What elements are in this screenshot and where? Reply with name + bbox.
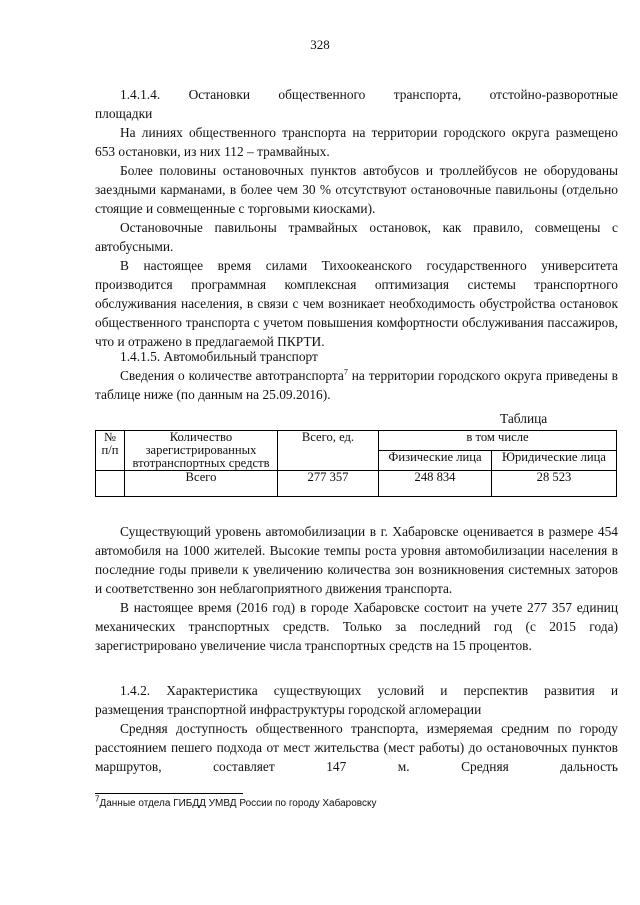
motorization-block bbox=[95, 522, 618, 655]
paragraph: В настоящее время силами Тихоокеанского государственного университета производится программная комплексная оптимизация системы транспортного обслуживания населения, в связи с чем возникает необходимость обустройства остановок общественного транспорта с учетом повышения комфортности обслуживания пассажиров, что и отражено в предлагаемой ПКРТИ. bbox=[95, 258, 618, 349]
intro-text: Сведения о количестве автотранспорта bbox=[120, 368, 344, 383]
section-heading: 1.4.1.4. Остановки общественного транспорта, отстойно-разворотные bbox=[120, 87, 618, 102]
cell-legal: 28 523 bbox=[492, 471, 617, 497]
header-num: № п/п bbox=[96, 431, 125, 471]
vehicles-table bbox=[95, 430, 617, 497]
cell-individuals: 248 834 bbox=[379, 471, 492, 497]
intro-text-continued: на территории городского округа приведены в таблице ниже (по данным на 25.09.2016). bbox=[95, 368, 618, 402]
paragraph: Остановочные павильоны трамвайных остановок, как правило, совмещены с автобусными. bbox=[95, 220, 618, 254]
table-row bbox=[96, 471, 617, 497]
footnote-reference[interactable]: 7 bbox=[343, 367, 348, 377]
cell-label: Всего bbox=[125, 471, 278, 497]
paragraph: Средняя доступность общественного транспорта, измеряемая средним по городу расстоянием пешего подхода от мест жительства (мест работы) до остановочных пунктов маршрутов, составляет 147 м. Средняя дальность bbox=[95, 721, 618, 774]
paragraph: В настоящее время (2016 год) в городе Хабаровске состоит на учете 277 357 единиц механических транспортных средств. Только за последний год (с 2015 года) зарегистрировано увеличение числа транспортных средств на 15 процентов. bbox=[95, 600, 618, 653]
paragraph: Более половины остановочных пунктов автобусов и троллейбусов не оборудованы заездными карманами, в более чем 30 % отсутствуют остановочные павильоны (отдельно стоящие и совмещенные с торговыми киосками). bbox=[95, 163, 618, 216]
header-including: в том числе bbox=[379, 431, 617, 451]
table-header-row bbox=[96, 431, 617, 451]
section-heading-continued: площадки bbox=[95, 106, 153, 121]
cell-total: 277 357 bbox=[278, 471, 379, 497]
section-1-4-1-5 bbox=[95, 347, 618, 404]
section-1-4-1-4 bbox=[95, 85, 618, 351]
section-heading-continued: размещения транспортной инфраструктуры городской агломерации bbox=[95, 702, 482, 717]
header-individuals: Физические лица bbox=[379, 451, 492, 471]
table-caption: Таблица bbox=[500, 411, 548, 426]
page-number: 328 bbox=[310, 37, 330, 52]
paragraph: Существующий уровень автомобилизации в г. Хабаровске оценивается в размере 454 автомобиля на 1000 жителей. Высокие темпы роста уровня автомобилизации населения в последние годы привели к увеличению количества зон возникновения системных заторов и соответственно зон неблагоприятного движения транспорта. bbox=[95, 524, 618, 596]
section-1-4-2 bbox=[95, 681, 618, 776]
paragraph: На линиях общественного транспорта на территории городского округа размещено 653 остановки, из них 112 – трамвайных. bbox=[95, 125, 618, 159]
section-heading: 1.4.2. Характеристика существующих условий и перспектив развития и bbox=[120, 683, 618, 698]
footnote-text: Данные отдела ГИБДД УМВД России по городу Хабаровску bbox=[99, 798, 377, 809]
cell-num bbox=[96, 471, 125, 497]
footnote bbox=[95, 794, 377, 809]
header-total: Всего, ед. bbox=[278, 431, 379, 471]
paragraph bbox=[95, 366, 618, 404]
footnote-number: 7 bbox=[95, 794, 100, 804]
section-heading: 1.4.1.5. Автомобильный транспорт bbox=[120, 349, 318, 364]
header-quantity: Количество зарегистрированных втотранспортных средств bbox=[125, 431, 278, 471]
footnote-separator bbox=[95, 793, 243, 794]
header-legal: Юридические лица bbox=[492, 451, 617, 471]
